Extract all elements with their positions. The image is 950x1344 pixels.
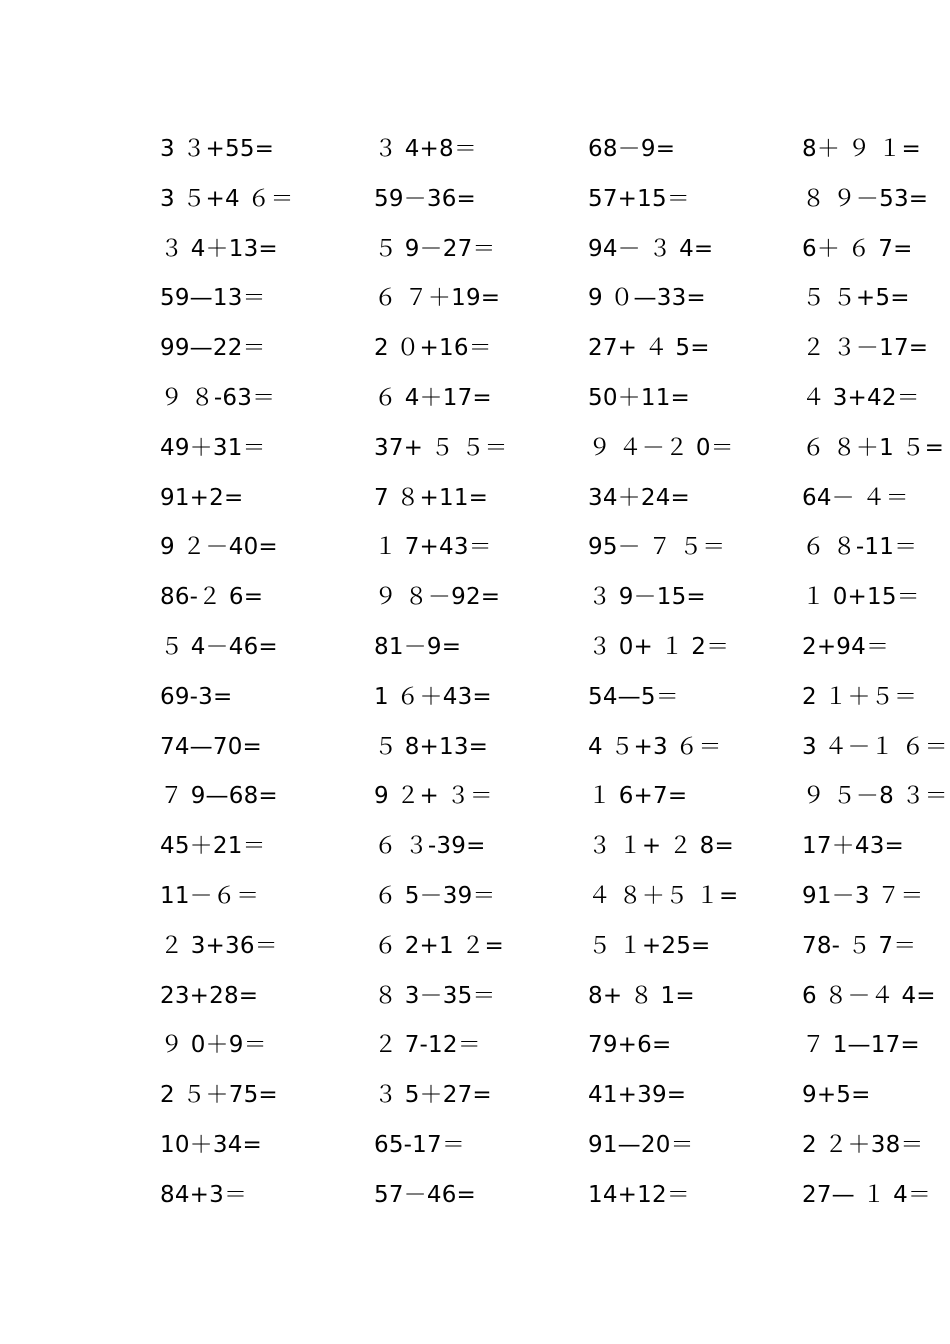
math-problem: 9 ０—33= [588,285,706,312]
math-problem: 78- ５ 7＝ [802,932,917,959]
math-problem: 11－６＝ [160,882,260,909]
math-problem: ８ 3－35＝ [374,982,496,1009]
math-problem: ６ 5－39＝ [374,882,496,909]
math-problem: ８ ９－53= [802,185,929,212]
math-problem: 74—70= [160,733,263,760]
math-problem: １ 0+15＝ [802,584,920,611]
math-problem: 6 ８－４ 4= [802,982,936,1009]
math-problem: 59－36= [374,185,477,212]
math-problem: 69-3= [160,683,233,710]
math-problem: １ 6+7= [588,783,688,810]
math-problem: ５ 9－27＝ [374,235,496,262]
math-problem: ７ 1—17= [802,1032,920,1059]
math-problem: 68－9= [588,136,676,162]
math-problem: 37+ ５ ５＝ [374,434,508,461]
math-problem: 59—13＝ [160,285,266,312]
math-problem: 79+6= [588,1032,672,1059]
problem-column-1 [160,124,374,1220]
problem-column-4 [802,124,950,1220]
math-problem: ９ 0＋9＝ [160,1032,267,1059]
math-problem: ６ 2+1 ２= [374,932,505,959]
math-problem: 9+5= [802,1082,871,1109]
math-problem: 4 ５+3 ６＝ [588,733,722,760]
math-problem: ５ １+25= [588,932,711,959]
math-problem: ４ 3+42＝ [802,384,920,411]
math-problem: ５ ５+5= [802,285,910,312]
math-problem: 34＋24= [588,484,691,511]
math-problem: 57－46= [374,1181,477,1208]
math-problem: 9 ２+ ３＝ [374,783,493,810]
math-problem: ９ ５－8 ３＝ [802,783,948,810]
math-problem: 7 ８+11= [374,484,489,511]
math-problem: 17＋43= [802,833,905,860]
math-problem: 27— １ 4＝ [802,1181,932,1208]
math-problem: ７ 9—68= [160,783,278,810]
math-problem: ４ ８＋５ １= [588,882,739,909]
math-problem: 8+ ８ 1= [588,982,695,1009]
math-problem: ２ 3+36＝ [160,932,278,959]
math-problem: ６ ７＋19= [374,285,501,312]
math-problem: 23+28= [160,982,259,1009]
math-problem: 2 ０+16＝ [374,335,492,362]
math-problem: ６ ８＋1 ５= [802,434,945,461]
math-problem: １ 7+43＝ [374,534,492,561]
math-problem: ３ 4＋13= [160,235,278,262]
math-problem: 91—20＝ [588,1131,694,1158]
math-problem: ９ ４－２ 0＝ [588,434,734,461]
math-problem: 49＋31＝ [160,434,266,461]
math-problem: 50＋11= [588,384,691,411]
math-problem: 45＋21＝ [160,833,266,860]
math-problem: ３ １+ ２ 8= [588,833,734,860]
math-problem: 65-17＝ [374,1131,466,1158]
math-problem: 91+2= [160,484,244,511]
math-problem: 2 １＋５＝ [802,683,918,710]
math-problem: 2+94＝ [802,633,890,660]
math-problem: ６ ３-39= [374,833,486,860]
math-problem: 1 ６＋43= [374,683,492,710]
math-problem: ６ ８-11＝ [802,534,918,561]
math-problem: ５ 4－46= [160,633,278,660]
problem-column-3 [588,124,802,1220]
math-problem: ３ 4+8＝ [374,136,478,162]
math-problem: ９ ８－92= [374,584,501,611]
math-problem: 57+15＝ [588,185,691,212]
math-problem: 10＋34= [160,1131,263,1158]
math-problem: 3 ４－１ ６＝ [802,733,948,760]
math-problem: 41+39= [588,1082,687,1109]
math-problem: 2 ２＋38＝ [802,1131,924,1158]
math-problem: 2 ５＋75= [160,1082,278,1109]
math-problem: ５ 8+13= [374,733,489,760]
math-problem: 81－9= [374,633,462,660]
math-problem: 54—5＝ [588,683,679,710]
math-problem: 91－3 ７＝ [802,882,924,909]
math-problem: ６ 4＋17= [374,384,492,411]
math-problem: ３ 5＋27= [374,1082,492,1109]
math-problem: 8＋ ９ １= [802,136,921,162]
problem-column-2 [374,124,588,1220]
math-problem: ２ ３－17= [802,335,929,362]
math-problem: 84+3＝ [160,1181,248,1208]
math-problem: 3 ５+4 ６＝ [160,185,294,212]
math-problem: 64－ ４＝ [802,484,909,511]
math-problem: ３ 9－15= [588,584,706,611]
math-problem: 94－ ３ 4= [588,235,714,262]
math-problem: 27+ ４ 5= [588,335,710,362]
math-problem: 9 ２－40= [160,534,278,561]
math-problem: 6＋ ６ 7= [802,235,913,262]
math-problem: ３ 0+ １ 2＝ [588,633,730,660]
math-problem: ９ ８-63＝ [160,384,276,411]
math-problem: ２ 7-12＝ [374,1032,481,1059]
math-problem: 99—22＝ [160,335,266,362]
math-problem: 14+12＝ [588,1181,691,1208]
math-problem: 95－ ７ ５＝ [588,534,726,561]
math-problem: 86-２ 6= [160,584,264,611]
math-problem: 3 ３+55= [160,136,275,162]
